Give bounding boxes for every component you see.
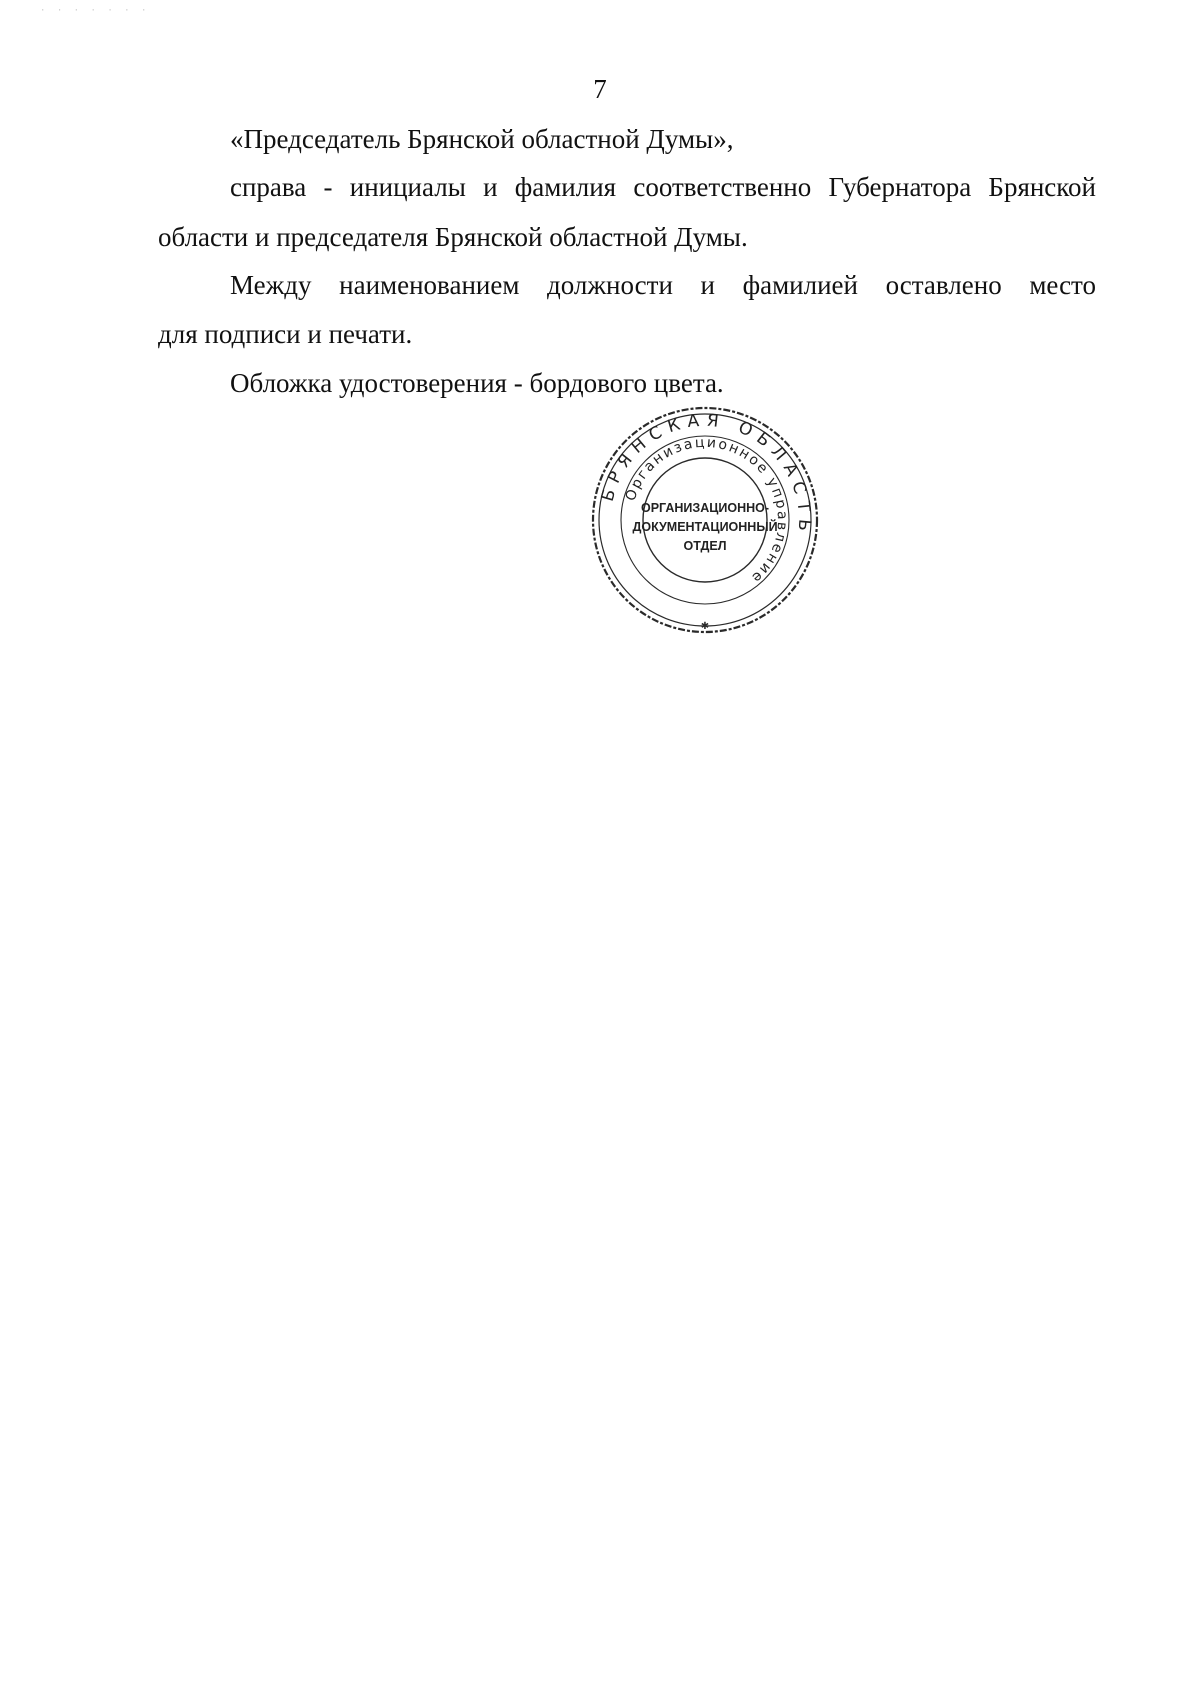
- stamp-outer-text: БРЯНСКАЯ ОБЛАСТЬ: [597, 410, 815, 539]
- paragraph-between-line-1: Между наименованием должности и фамилией оставлено место: [230, 270, 1096, 300]
- paragraph-right-line-1: справа - инициалы и фамилия соответственно Губернатора Брянской: [230, 172, 1096, 202]
- paragraph-cover: Обложка удостоверения - бордового цвета.: [230, 368, 724, 398]
- stamp-center-line-3: ОТДЕЛ: [683, 539, 727, 553]
- paragraph-right-line-2: области и председателя Брянской областной Думы.: [158, 222, 748, 252]
- stamp-center-line-1: ОРГАНИЗАЦИОННО-: [640, 501, 770, 515]
- paragraph-between-line-2: для подписи и печати.: [158, 319, 413, 349]
- official-stamp: [585, 400, 825, 640]
- page-number: 7: [593, 74, 607, 104]
- stamp-seal-graphic: [585, 400, 825, 640]
- stamp-star-icon: ✱: [700, 621, 710, 632]
- stamp-inner-text: Организационное управление: [622, 434, 791, 587]
- paragraph-chairman-title: «Председатель Брянской областной Думы»,: [230, 124, 734, 154]
- scan-artifact: · · · · · · ·: [40, 6, 150, 16]
- stamp-center-line-2: ДОКУМЕНТАЦИОННЫЙ: [632, 520, 778, 534]
